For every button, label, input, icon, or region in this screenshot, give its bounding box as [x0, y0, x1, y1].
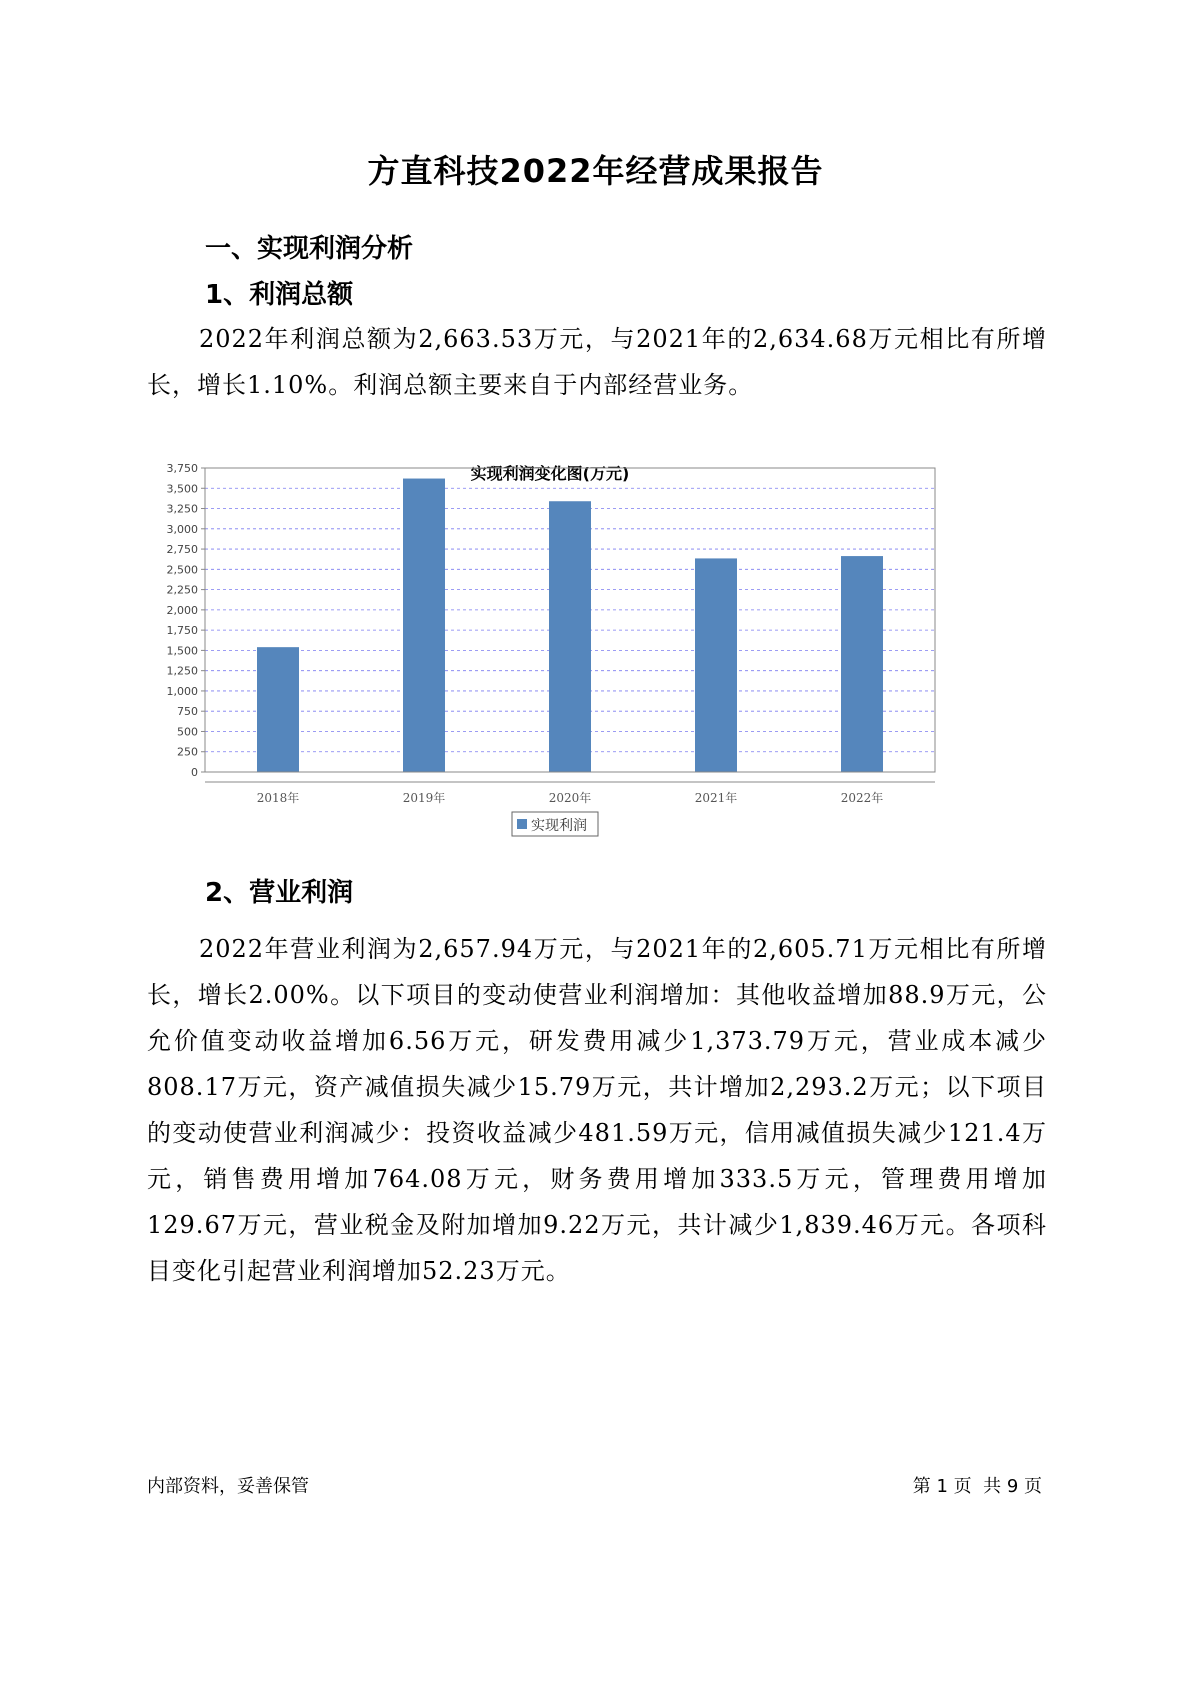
y-tick-label: 500 — [177, 725, 198, 739]
bar-2019年 — [403, 479, 445, 772]
y-tick-label: 1,500 — [166, 644, 198, 658]
profit-bar-chart — [150, 455, 950, 850]
bars — [257, 479, 883, 772]
y-tick-label: 2,000 — [166, 603, 198, 617]
bar-2022年 — [841, 556, 883, 772]
y-tick-label: 1,000 — [166, 684, 198, 698]
bar-2020年 — [549, 501, 591, 772]
legend-label: 实现利润 — [531, 818, 587, 834]
y-tick-label: 3,000 — [166, 522, 198, 536]
y-tick-label: 1,750 — [166, 624, 198, 638]
subheading-total-profit: 1、利润总额 — [205, 280, 354, 310]
report-title: 方直科技2022年经营成果报告 — [367, 152, 824, 190]
x-category-label: 2019年 — [402, 791, 446, 805]
y-tick-label: 2,500 — [166, 563, 198, 577]
y-tick-label: 2,250 — [166, 583, 198, 597]
legend-swatch — [517, 819, 527, 829]
y-axis-ticks — [167, 462, 206, 779]
bar-2018年 — [257, 647, 299, 772]
subheading-operating-profit: 2、营业利润 — [205, 878, 354, 908]
y-tick-label: 3,750 — [166, 462, 198, 475]
y-tick-label: 750 — [177, 705, 198, 719]
x-category-label: 2022年 — [840, 791, 884, 805]
legend — [512, 812, 598, 836]
x-category-label: 2021年 — [694, 791, 738, 805]
paragraph-operating-profit: 2022年营业利润为2,657.94万元，与2021年的2,605.71万元相比有所增长，增长2.00%。以下项目的变动使营业利润增加：其他收益增加88.9万元，公允价值变动收益增加6.56万元，研发费用减少1,373.79万元，营业成本减少808.17万元，资产减值损失减少15.79万元，共计增加2,293.2万元；以下项目的变动使营业利润减少：投资收益减少481.59万元，信用减值损失减少121.4万元，销售费用增加764.08万元，财务费用增加333.5万元，管理费用增加129.67万元，营业税金及附加增加9.22万元，共计减少1,839.46万元。各项科目变化引起营业利润增加52.23万元。 — [147, 935, 1047, 1285]
x-category-label: 2018年 — [256, 791, 300, 805]
y-tick-label: 3,250 — [166, 502, 198, 516]
y-tick-label: 1,250 — [166, 664, 198, 678]
paragraph-total-profit: 2022年利润总额为2,663.53万元，与2021年的2,634.68万元相比有所增长，增长1.10%。利润总额主要来自于内部经营业务。 — [147, 325, 1047, 399]
footer-page-number: 第 1 页 共 9 页 — [912, 1476, 1042, 1497]
y-tick-label: 250 — [177, 745, 198, 759]
x-category-label: 2020年 — [548, 791, 592, 805]
y-tick-label: 3,500 — [166, 482, 198, 496]
y-tick-label: 0 — [191, 766, 198, 779]
bar-2021年 — [695, 558, 737, 772]
x-axis-categories — [257, 790, 884, 805]
y-tick-label: 2,750 — [166, 543, 198, 557]
chart-title: 实现利润变化图(万元) — [470, 464, 630, 483]
footer-confidential: 内部资料，妥善保管 — [147, 1476, 309, 1497]
section-heading-profit-analysis: 一、实现利润分析 — [205, 234, 414, 264]
